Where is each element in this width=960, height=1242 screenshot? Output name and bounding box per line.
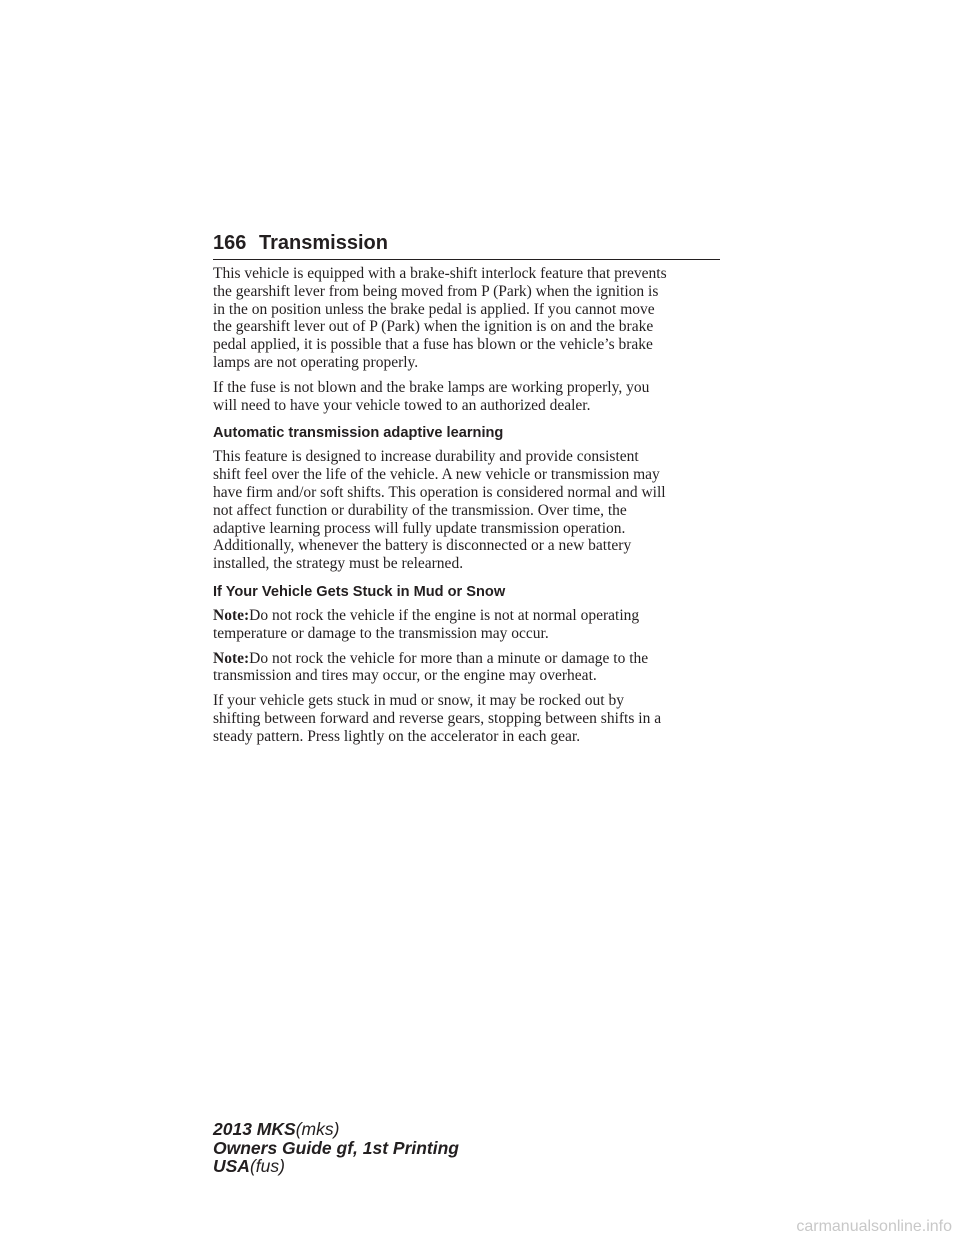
page-number: 166	[213, 232, 247, 254]
text-line: shifting between forward and reverse gears, stopping between shifts in a	[213, 709, 662, 727]
text-line: adaptive learning process will fully update transmission operation.	[213, 519, 626, 537]
paragraph-fuse	[213, 379, 733, 415]
text-line: This feature is designed to increase durability and provide consistent	[213, 448, 639, 466]
note-label: Note:	[213, 606, 250, 624]
paragraph-brake-shift-interlock	[213, 265, 733, 372]
note-label: Note:	[213, 649, 250, 667]
text-line: the gearshift lever out of P (Park) when the ignition is on and the brake	[213, 318, 654, 336]
text-line: Do not rock the vehicle if the engine is not at normal operating	[249, 606, 640, 624]
text-line: If your vehicle gets stuck in mud or snow, it may be rocked out by	[213, 692, 624, 710]
footer-model: 2013 MKS	[213, 1119, 296, 1139]
text-line: not affect function or durability of the transmission. Over time, the	[213, 501, 627, 519]
heading-adaptive-learning: Automatic transmission adaptive learning	[213, 425, 504, 442]
page-content	[213, 265, 733, 753]
text-line: Additionally, whenever the battery is disconnected or a new battery	[213, 537, 632, 555]
text-line: the gearshift lever from being moved from P (Park) when the ignition is	[213, 282, 659, 300]
text-line: temperature or damage to the transmission may occur.	[213, 624, 549, 642]
heading-stuck-mud-snow: If Your Vehicle Gets Stuck in Mud or Snow	[213, 583, 506, 600]
text-line: in the on position unless the brake pedal is applied. If you cannot move	[213, 300, 655, 318]
text-line: have firm and/or soft shifts. This operation is considered normal and will	[213, 483, 666, 501]
chapter-title: Transmission	[259, 232, 388, 254]
note-engine-temperature	[213, 607, 733, 643]
footer-market-code: (fus)	[249, 1156, 285, 1176]
text-line: pedal applied, it is possible that a fuse has blown or the vehicle’s brake	[213, 336, 653, 354]
text-line: transmission and tires may occur, or the engine may overheat.	[213, 667, 597, 685]
paragraph-adaptive-learning	[213, 448, 733, 573]
paragraph-rocking-instructions	[213, 692, 733, 745]
note-rocking-duration	[213, 650, 733, 686]
text-line: Do not rock the vehicle for more than a minute or damage to the	[249, 649, 649, 667]
text-line: shift feel over the life of the vehicle. A new vehicle or transmission may	[213, 466, 660, 484]
text-line: installed, the strategy must be relearned.	[213, 555, 464, 573]
print-footer	[213, 1120, 459, 1176]
watermark: carmanualsonline.info	[796, 1218, 952, 1235]
footer-market: USA	[213, 1156, 250, 1176]
page-header	[213, 229, 720, 260]
footer-guide: Owners Guide gf, 1st Printing	[213, 1137, 459, 1158]
footer-model-code: (mks)	[295, 1119, 340, 1139]
text-line: steady pattern. Press lightly on the accelerator in each gear.	[213, 727, 581, 745]
text-line: If the fuse is not blown and the brake lamps are working properly, you	[213, 378, 650, 396]
text-line: This vehicle is equipped with a brake-shift interlock feature that prevents	[213, 265, 667, 282]
text-line: lamps are not operating properly.	[213, 353, 419, 371]
text-line: will need to have your vehicle towed to an authorized dealer.	[213, 396, 591, 414]
